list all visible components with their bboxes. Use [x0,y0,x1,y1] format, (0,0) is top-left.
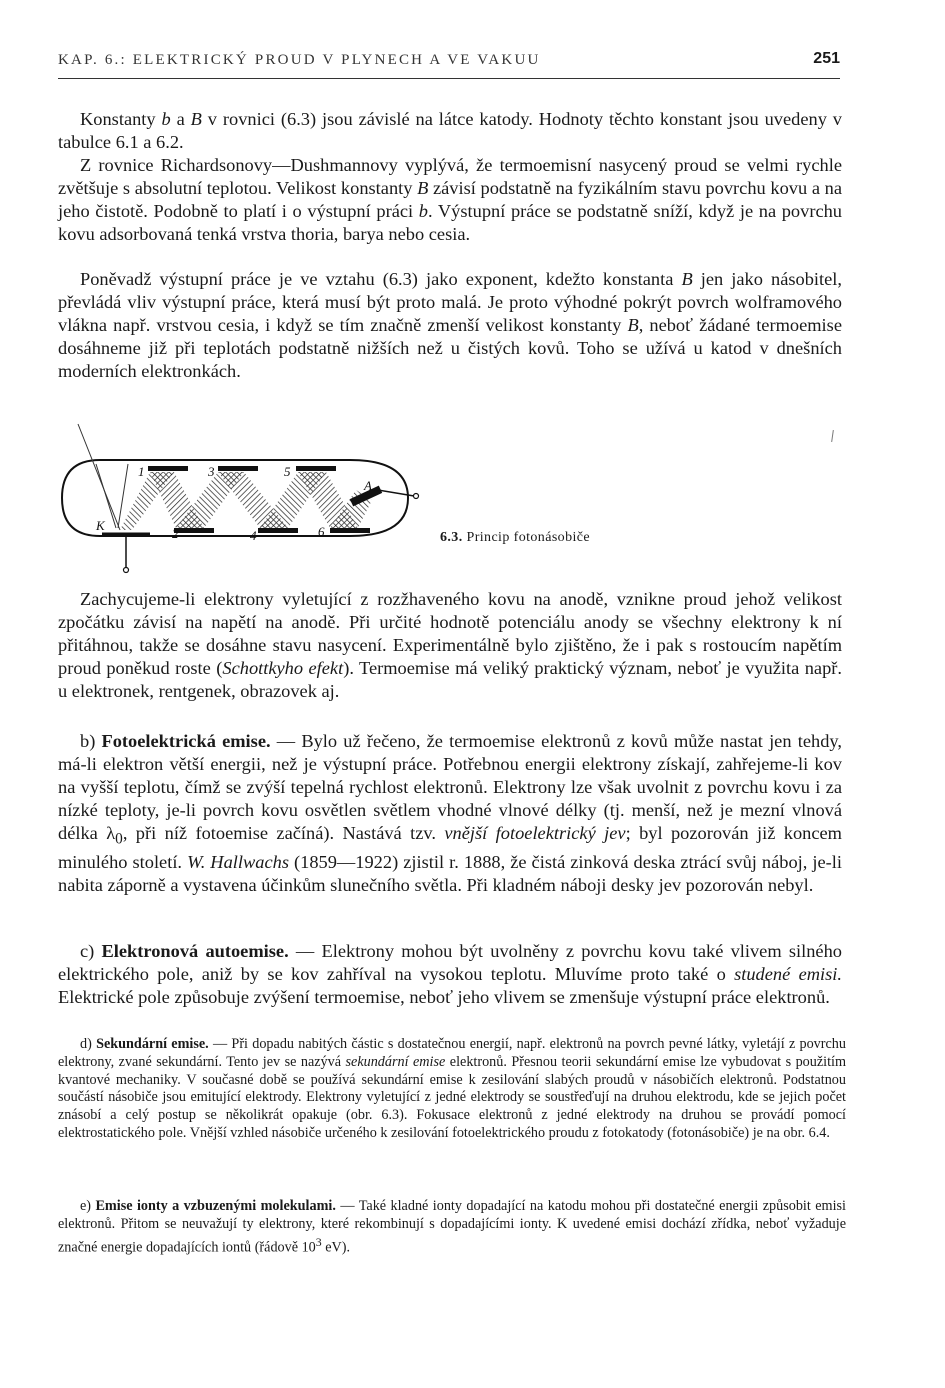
dynode-6 [330,528,370,533]
symbol-B: B [681,269,693,289]
dynode-4 [258,528,298,533]
schottky-effect: Schottkyho efekt [222,657,344,678]
page-number: 251 [813,50,840,67]
photomultiplier-figure [58,418,438,578]
dynode-2 [174,528,214,533]
photomultiplier-diagram [58,418,438,578]
symbol-b: b [418,200,428,221]
label-2: 2 [172,526,179,541]
label-3: 3 [208,464,215,479]
symbol-B: B [417,177,429,198]
label-4: 4 [250,528,257,543]
section-ion-emission: e) Emise ionty a vzbuzenými molekulami. — Také kladné ionty dopadající na katodu mohou při dostatečné energii způsobit emisi elektronů. Přitom se neuvažují ty elektrony, které rekombinují s dopadajícími ionty. K uvedené emisi dochází zřídka, neboť vyžaduje značné energie dopadajících iontů (řádově $10^3$ eV). [58,1198,846,1256]
figure-caption [440,530,590,546]
label-a: A [364,478,372,493]
dynode-3 [218,466,258,471]
paragraph-richardson: Z rovnice Richardsonovy—Dushmannovy vyplývá, že termoemisní nasycený proud se velmi rychle zvětšuje s absolutní teplotou. Velikost konstanty B závisí podstatně na fyzikálním stavu povrchu kovu a na jeho čistotě. Podobně to platí i o výstupní práci b. Výstupní práce se podstatně sníží, když je na povrchu kovu adsorbovaná tenká vrstva thoria, barya nebo cesia. [58,155,843,244]
section-heading-secondary: Sekundární emise. [96,1036,209,1052]
section-photoemission: b) Fotoelektrická emise. — Bylo už řečeno, že termoemise elektronů z kovů může nastat jen tehdy, má-li elektron větší energii, než je výstupní práce. Potřebnou energii elektrony získají, zahřejeme-li kov na vyšší teplotu, čímž se zvýší tepelná rychlost elektronů. Elektrony lze však uvolnit z povrchu kovu i za nízké teploty, je-li povrch kovu osvětlen světlem vhodné vlnové délky (tj. menší, než je mezní vlnová délka $\lambda_0$, při níž fotoemise začíná). Nastává tzv. vnější fotoelektrický jev; byl pozorován již koncem minulého století. W. Hallwachs (1859—1922) zjistil r. 1888, že čistá zinková deska ztrácí svůj náboj, je-li nabita záporně a vystavena účinkům slunečního světla. Při kladném náboji desky jev pozorován nebyl. [58,731,842,896]
label-6: 6 [318,524,325,539]
caption-number: 6.3. [440,530,463,545]
paragraph-saturation: Zachycujeme-li elektrony vyletující z rozžhaveného kovu na anodě, vznikne proud jehož velikost zpočátku závisí na napětí na anodě. Při určité hodnotě potenciálu anody se všechny elektrony k ní přitáhnou, takže se dosáhne stavu nasycení. Experimentálně bylo zjištěno, že i pak s rostoucím napětím proud poněkud roste (Schottkyho efekt). Termoemise má veliký praktický význam, neboť je využita např. u elektronek, rentgenek, obrazovek aj. [58,589,842,701]
caption-text: Princip fotonásobiče [462,530,590,545]
section-secondary-emission: d) Sekundární emise. — Při dopadu nabitých částic s dostatečnou energií, např. elektronů na povrch pevné látky, vyletájí z povrchu elektrony, zvané sekundární. Tento jev se nazývá sekundární emise elektronů. Přesnou teorii sekundární emise lze vybudovat s použitím kvantové mechaniky. V současné době se používá sekundární emise k zesilování slabých proudů v násobičích elektronů. Podstatnou součástí násobiče jsou emitující elektrody. Elektrony vyletující z jedné elektrody se soustřeďují na druhou elektrodu, kde se jejich počet znásobí a celý postup se několikrát opakuje (obr. 6.3). Fokusace elektronů z jedné elektrody na druhou se provádí pomocí elektrostatického pole. Vnější vzhled násobiče určeného k zesilování fotoelektrického proudu z fotokatody (fotonásobiče) je na obr. 6.4. [58,1036,847,1141]
label-5: 5 [284,464,291,479]
photocathode [102,534,150,573]
paragraph-constants: Konstanty b a B v rovnici (6.3) jsou závislé na látce katody. Hodnoty těchto konstant jsou uvedeny v tabulce 6.1 a 6.2. [58,109,843,152]
symbol-B: B [190,109,202,129]
symbol-b: b [161,109,171,129]
electron-paths [120,472,372,530]
section-heading-ion: Emise ionty a vzbuzenými molekulami. [95,1198,336,1214]
section-heading-photoemission: Fotoelektrická emise. [101,731,271,751]
running-head: KAP. 6.: ELEKTRICKÝ PROUD V PLYNECH A VE VAKUU [58,52,541,68]
label-k: K [96,518,105,533]
section-heading-autoemission: Elektronová autoemise. [101,941,289,961]
page-header [58,52,840,79]
section-autoemission: c) Elektronová autoemise. — Elektrony mohou být uvolněny z povrchu kovu také vlivem silného elektrického pole, aniž by se kov zahříval na vysokou teplotu. Mluvíme proto také o studené emisi. Elektrické pole způsobuje zvýšení termoemise, neboť jeho vlivem se zmenšuje výstupní práce elektronů. [58,941,842,1007]
dynode-5 [296,466,336,471]
dynode-1 [148,466,188,471]
label-1: 1 [138,464,145,479]
stray-mark [831,430,834,442]
paragraph-work-function: Poněvadž výstupní práce je ve vztahu (6.3) jako exponent, kdežto konstanta B jen jako násobitel, převládá vliv výstupní práce, která musí být proto malá. Je proto výhodné pokrýt povrch wolframového vlákna např. vrstvou cesia, i když se tím značně zmenší velikost konstanty B, neboť žádané termoemise dosáhneme již při teplotách podstatně nižších než u čistých kovů. Toho se užívá u katod v dnešních moderních elektronkách. [58,269,843,381]
symbol-B: B [627,314,639,335]
incident-light-rays [78,424,128,530]
